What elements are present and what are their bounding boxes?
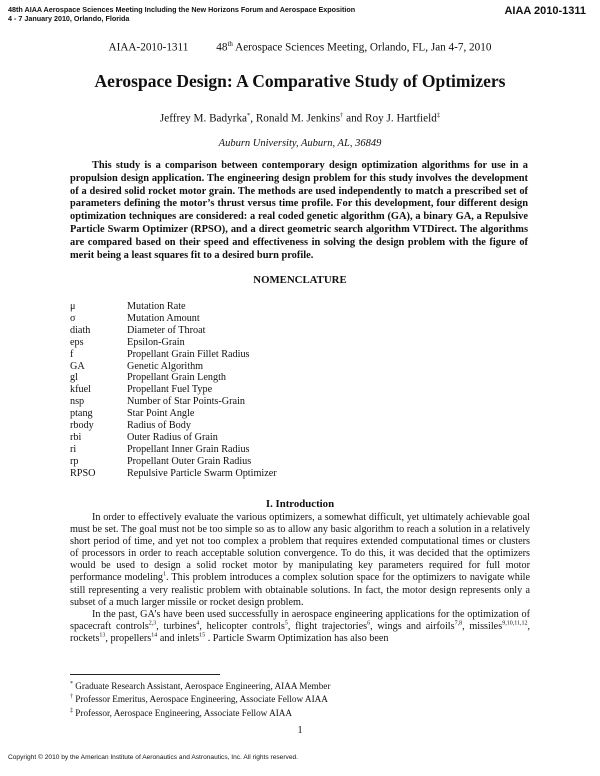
introduction-body (70, 512, 530, 645)
footnote (70, 692, 530, 705)
nomenclature-symbol: gl (70, 372, 78, 384)
nomenclature-definition: Propellant Grain Fillet Radius (127, 348, 250, 360)
paragraph-text: , helicopter controls (199, 620, 285, 632)
nomenclature-definition: Genetic Algorithm (127, 360, 204, 372)
abstract: This study is a comparison between contemporary design optimization algorithms for use in a propulsion design application. The engineering design problem for this study involves the development of a desired solid rocket motor grain. The methods are used independently to match a prescribed set of parameters defining the motor’s thrust versus time profile. For this development, four different design optimization techniques are considered: a real coded genetic algorithm (GA), a binary GA, a Repulsive Particle Swarm Optimizer (RPSO), and a direct geometric search algorithm VTDirect. The algorithms are compared based on their speed and effectiveness in solving the design problem with the figure of merit being a least squares fit to a desired burn profile. (70, 160, 528, 261)
nomenclature-row (70, 337, 530, 349)
introduction-heading: I. Introduction (265, 498, 335, 510)
nomenclature-row (70, 384, 530, 396)
meeting-ordinal-suffix: th (227, 40, 233, 48)
nomenclature-definition: Star Point Angle (127, 408, 195, 420)
nomenclature-list (70, 301, 530, 480)
author-1: Jeffrey M. Badyrka (159, 112, 247, 125)
nomenclature-row (70, 396, 530, 408)
nomenclature-definition: Epsilon-Grain (127, 336, 185, 348)
nomenclature-row (70, 349, 530, 361)
conference-header (8, 6, 448, 23)
author-1-mark: * (247, 112, 251, 119)
nomenclature-row (70, 372, 530, 384)
nomenclature-definition: Mutation Rate (127, 301, 186, 312)
nomenclature-definition: Diameter of Throat (127, 324, 206, 336)
footnote-rule (70, 674, 220, 675)
paragraph-text: . Particle Swarm Optimization has also been (205, 632, 389, 644)
nomenclature-row (70, 444, 530, 456)
nomenclature-heading: NOMENCLATURE (253, 274, 347, 286)
paragraph-text: , turbines (156, 620, 197, 632)
paragraph-text: , flight trajectories (287, 620, 368, 632)
author-2: , Ronald M. Jenkins (250, 112, 341, 125)
citation-ref: 7,8 (454, 620, 463, 627)
footnote (70, 706, 530, 719)
footnotes (70, 679, 530, 719)
paragraph-text: , propellers (105, 632, 152, 644)
nomenclature-definition: Number of Star Points-Grain (127, 396, 245, 408)
footnote-text: Professor Emeritus, Aerospace Engineering, Associate Fellow AIAA (73, 694, 328, 705)
introduction-paragraph-2 (70, 609, 530, 645)
author-line (0, 112, 600, 125)
nomenclature-symbol: μ (70, 301, 76, 312)
nomenclature-row (70, 301, 530, 313)
nomenclature-symbol: nsp (70, 396, 85, 408)
nomenclature-definition: Mutation Amount (127, 312, 200, 324)
nomenclature-row (70, 325, 530, 337)
nomenclature-symbol: rbody (70, 420, 94, 432)
meeting-line (0, 40, 600, 54)
author-2-mark: † (340, 112, 344, 119)
nomenclature-row (70, 408, 530, 420)
citation-ref: 2,3 (148, 620, 157, 627)
paragraph-text: In the past, GA’s have been used successfully in aerospace engineering applications for the optimization of spacecraft controls (70, 608, 530, 632)
paragraph-text: and inlets (157, 632, 200, 644)
paper-id: AIAA 2010-1311 (504, 5, 586, 17)
citation-ref: 9,10,11,12 (502, 620, 528, 627)
citation-ref: 14 (151, 632, 158, 639)
paragraph-text: , rockets (70, 620, 531, 644)
nomenclature-definition: Propellant Outer Grain Radius (127, 455, 252, 467)
meeting-name: Aerospace Sciences Meeting, Orlando, FL, Jan 4-7, 2010 (232, 41, 492, 54)
nomenclature-symbol: rbi (70, 431, 82, 443)
footnote-mark: * (70, 681, 73, 687)
nomenclature-symbol: RPSO (70, 467, 96, 479)
conference-header-line-2: 4 - 7 January 2010, Orlando, Florida (8, 13, 130, 23)
page-number: 1 (297, 725, 303, 736)
footnote (70, 679, 530, 692)
footnote-mark: † (70, 694, 73, 701)
citation-ref: 4 (196, 620, 200, 627)
citation-ref: 6 (367, 620, 371, 627)
nomenclature-symbol: GA (70, 360, 85, 372)
nomenclature-definition: Propellant Inner Grain Radius (127, 443, 250, 455)
paragraph-text: . This problem introduces a complex solution space for the optimizers to navigate while still representing a very realistic problem with obtainable solutions. In fact, the motor design represents only a subset of a much larger missile or rocket design problem. (70, 572, 531, 608)
paper-number: AIAA-2010-1311 (108, 41, 189, 54)
nomenclature-definition: Propellant Grain Length (127, 372, 227, 384)
citation-ref: 5 (284, 620, 288, 627)
author-3-mark: ‡ (436, 112, 441, 119)
citation-ref: 1 (163, 572, 167, 579)
nomenclature-definition: Radius of Body (127, 420, 191, 432)
nomenclature-row (70, 468, 530, 480)
citation-ref: 15 (199, 632, 206, 639)
nomenclature-row (70, 456, 530, 468)
nomenclature-symbol: ptang (70, 408, 93, 420)
nomenclature-symbol: rp (70, 455, 79, 467)
footnote-text: Professor, Aerospace Engineering, Associate Fellow AIAA (73, 707, 293, 718)
paragraph-text: In order to effectively evaluate the various optimizers, a somewhat difficult, yet ultimately achievable goal must be set. The goal must not be too simple so as to allow any basic algorithm to reach a solution in a relatively short period of time, and yet not too complex a problem that requires extended computational times or clusters of processors in order to reach acceptable solution convergence. To do this, it was decided that the optimizers would be used to design a solid rocket motor by manipulating key parameters required for full motor performance modeling (70, 512, 530, 584)
paragraph-text: , missiles (462, 620, 503, 632)
affiliation: Auburn University, Auburn, AL, 36849 (218, 138, 382, 149)
conference-header-line-1: 48th AIAA Aerospace Sciences Meeting Including the New Horizons Forum and Aerospace Exposition (8, 5, 356, 14)
copyright-notice: Copyright © 2010 by the American Institute of Aeronautics and Astronautics, Inc. All rights reserved. (8, 754, 299, 761)
nomenclature-symbol: eps (70, 336, 84, 348)
nomenclature-symbol: f (70, 348, 74, 360)
author-3: and Roy J. Hartfield (343, 112, 437, 125)
nomenclature-definition: Repulsive Particle Swarm Optimizer (127, 467, 277, 479)
nomenclature-row (70, 432, 530, 444)
footnote-text: Graduate Research Assistant, Aerospace Engineering, AIAA Member (73, 681, 331, 692)
nomenclature-definition: Outer Radius of Grain (127, 431, 218, 443)
nomenclature-symbol: ri (70, 443, 77, 455)
nomenclature-symbol: σ (70, 312, 76, 324)
paper-title: Aerospace Design: A Comparative Study of Optimizers (94, 71, 506, 91)
nomenclature-symbol: kfuel (70, 384, 91, 396)
nomenclature-row (70, 420, 530, 432)
citation-ref: 13 (99, 632, 106, 639)
nomenclature-row (70, 361, 530, 373)
nomenclature-row (70, 313, 530, 325)
footnote-mark: ‡ (70, 707, 73, 714)
nomenclature-definition: Propellant Fuel Type (127, 384, 213, 396)
paragraph-text: , wings and airfoils (370, 620, 455, 632)
meeting-ordinal-number: 48 (216, 41, 228, 54)
introduction-paragraph-1 (70, 512, 530, 609)
nomenclature-symbol: diath (70, 324, 91, 336)
